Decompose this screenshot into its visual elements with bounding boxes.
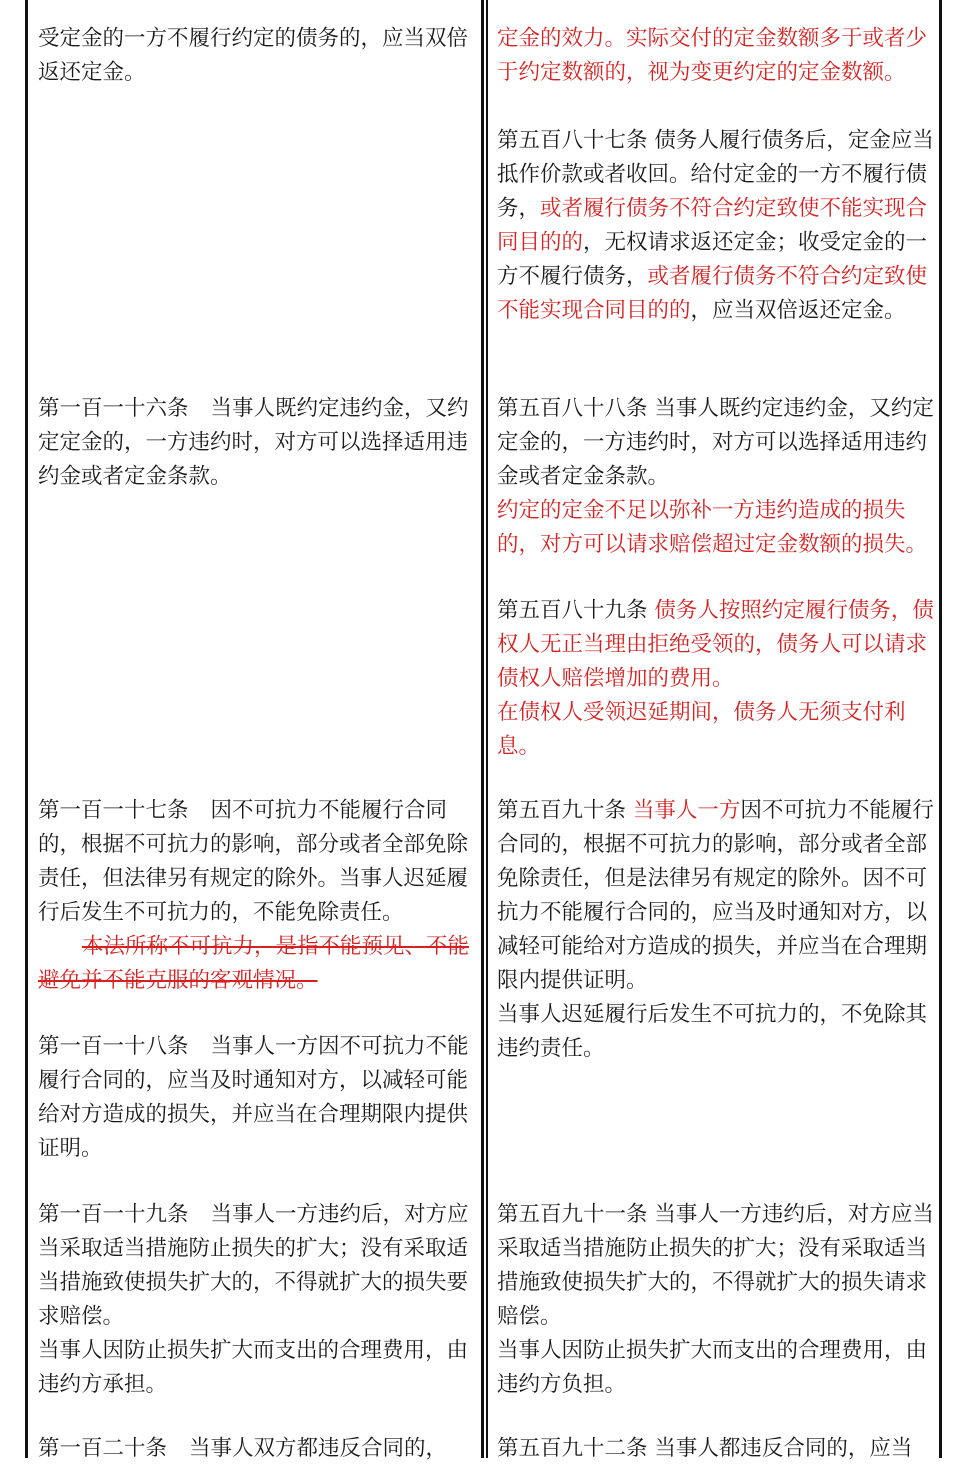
article-title: 第五百九十一条 bbox=[497, 1202, 648, 1227]
paragraph-deposit-effect: 定金的效力。实际交付的定金数额多于或者少于约定数额的，视为变更约定的定金数额。 bbox=[497, 26, 928, 85]
article-588: 第五百八十八条 当事人既约定违约金，又约定定金的，一方违约时，对方可以选择适用违约金或者定金条款。 约定的定金不足以弥补一方违约造成的损失的，对方可以请求赔偿超过定金数额的损失。 bbox=[497, 396, 934, 557]
article-592: 第五百九十二条 当事人都违反合同的，应当 bbox=[497, 1436, 913, 1461]
article-118: 第一百一十八条 当事人一方因不可抗力不能履行合同的，应当及时通知对方，以减轻可能给对方造成的损失，并应当在合理期限内提供证明。 bbox=[38, 1034, 469, 1161]
article-119: 第一百一十九条 当事人一方违约后，对方应当采取适当措施防止损失的扩大；没有采取适当措施致使损失扩大的，不得就扩大的损失要求赔偿。 当事人因防止损失扩大而支出的合理费用，由违约方承担。 bbox=[38, 1202, 469, 1397]
article-589: 第五百八十九条 债务人按照约定履行债务，债权人无正当理由拒绝受领的，债务人可以请求债权人赔偿增加的费用。 在债权人受领迟延期间，债务人无须支付利息。 bbox=[497, 598, 934, 759]
article-title: 第一百一十七条 bbox=[38, 798, 189, 823]
article-title: 第五百八十七条 bbox=[497, 128, 648, 153]
table-divider-inner bbox=[486, 0, 488, 1458]
article-title: 第五百八十八条 bbox=[497, 396, 648, 421]
article-title: 第一百二十条 bbox=[38, 1436, 168, 1461]
article-587: 第五百八十七条 债务人履行债务后，定金应当抵作价款或者收回。给付定金的一方不履行债务，或者履行债务不符合约定致使不能实现合同目的的，无权请求返还定金；收受定金的一方不履行债务，或者履行债务不符合约定致使不能实现合同目的的，应当双倍返还定金。 bbox=[497, 128, 934, 323]
table-border-right bbox=[939, 0, 942, 1458]
article-title: 第一百一十六条 bbox=[38, 396, 189, 421]
article-116: 第一百一十六条 当事人既约定违约金，又约定定金的，一方违约时，对方可以选择适用违约金或者定金条款。 bbox=[38, 396, 469, 489]
table-border-left bbox=[25, 0, 28, 1458]
article-title: 第五百九十二条 bbox=[497, 1436, 648, 1461]
table-divider bbox=[481, 0, 484, 1458]
article-title: 第一百一十九条 bbox=[38, 1202, 189, 1227]
article-117: 第一百一十七条 因不可抗力不能履行合同的，根据不可抗力的影响，部分或者全部免除责任，但法律另有规定的除外。当事人迟延履行后发生不可抗力的，不能免除责任。 本法所称不可抗力，是指不能预见、不能避免并不能克服的客观情况。 bbox=[38, 794, 478, 998]
article-590: 第五百九十条 当事人一方因不可抗力不能履行合同的，根据不可抗力的影响，部分或者全部免除责任，但是法律另有规定的除外。因不可抗力不能履行合同的，应当及时通知对方，以减轻可能给对方造成的损失，并应当在合理期限内提供证明。 当事人迟延履行后发生不可抗力的，不免除其违约责任。 bbox=[497, 798, 934, 1061]
article-120: 第一百二十条 当事人双方都违反合同的， bbox=[38, 1436, 448, 1461]
article-title: 第一百一十八条 bbox=[38, 1034, 189, 1059]
deleted-clause: 本法所称不可抗力，是指不能预见、不能避免并不能克服的客观情况。 bbox=[38, 934, 470, 993]
article-title: 第五百九十条 bbox=[497, 798, 627, 823]
article-title: 第五百八十九条 bbox=[497, 598, 648, 623]
article-591: 第五百九十一条 当事人一方违约后，对方应当采取适当措施防止损失的扩大；没有采取适当措施致使损失扩大的，不得就扩大的损失请求赔偿。 当事人因防止损失扩大而支出的合理费用，由违约方负担。 bbox=[497, 1202, 934, 1397]
paragraph-deposit-tail: 受定金的一方不履行约定的债务的，应当双倍返还定金。 bbox=[38, 26, 469, 85]
